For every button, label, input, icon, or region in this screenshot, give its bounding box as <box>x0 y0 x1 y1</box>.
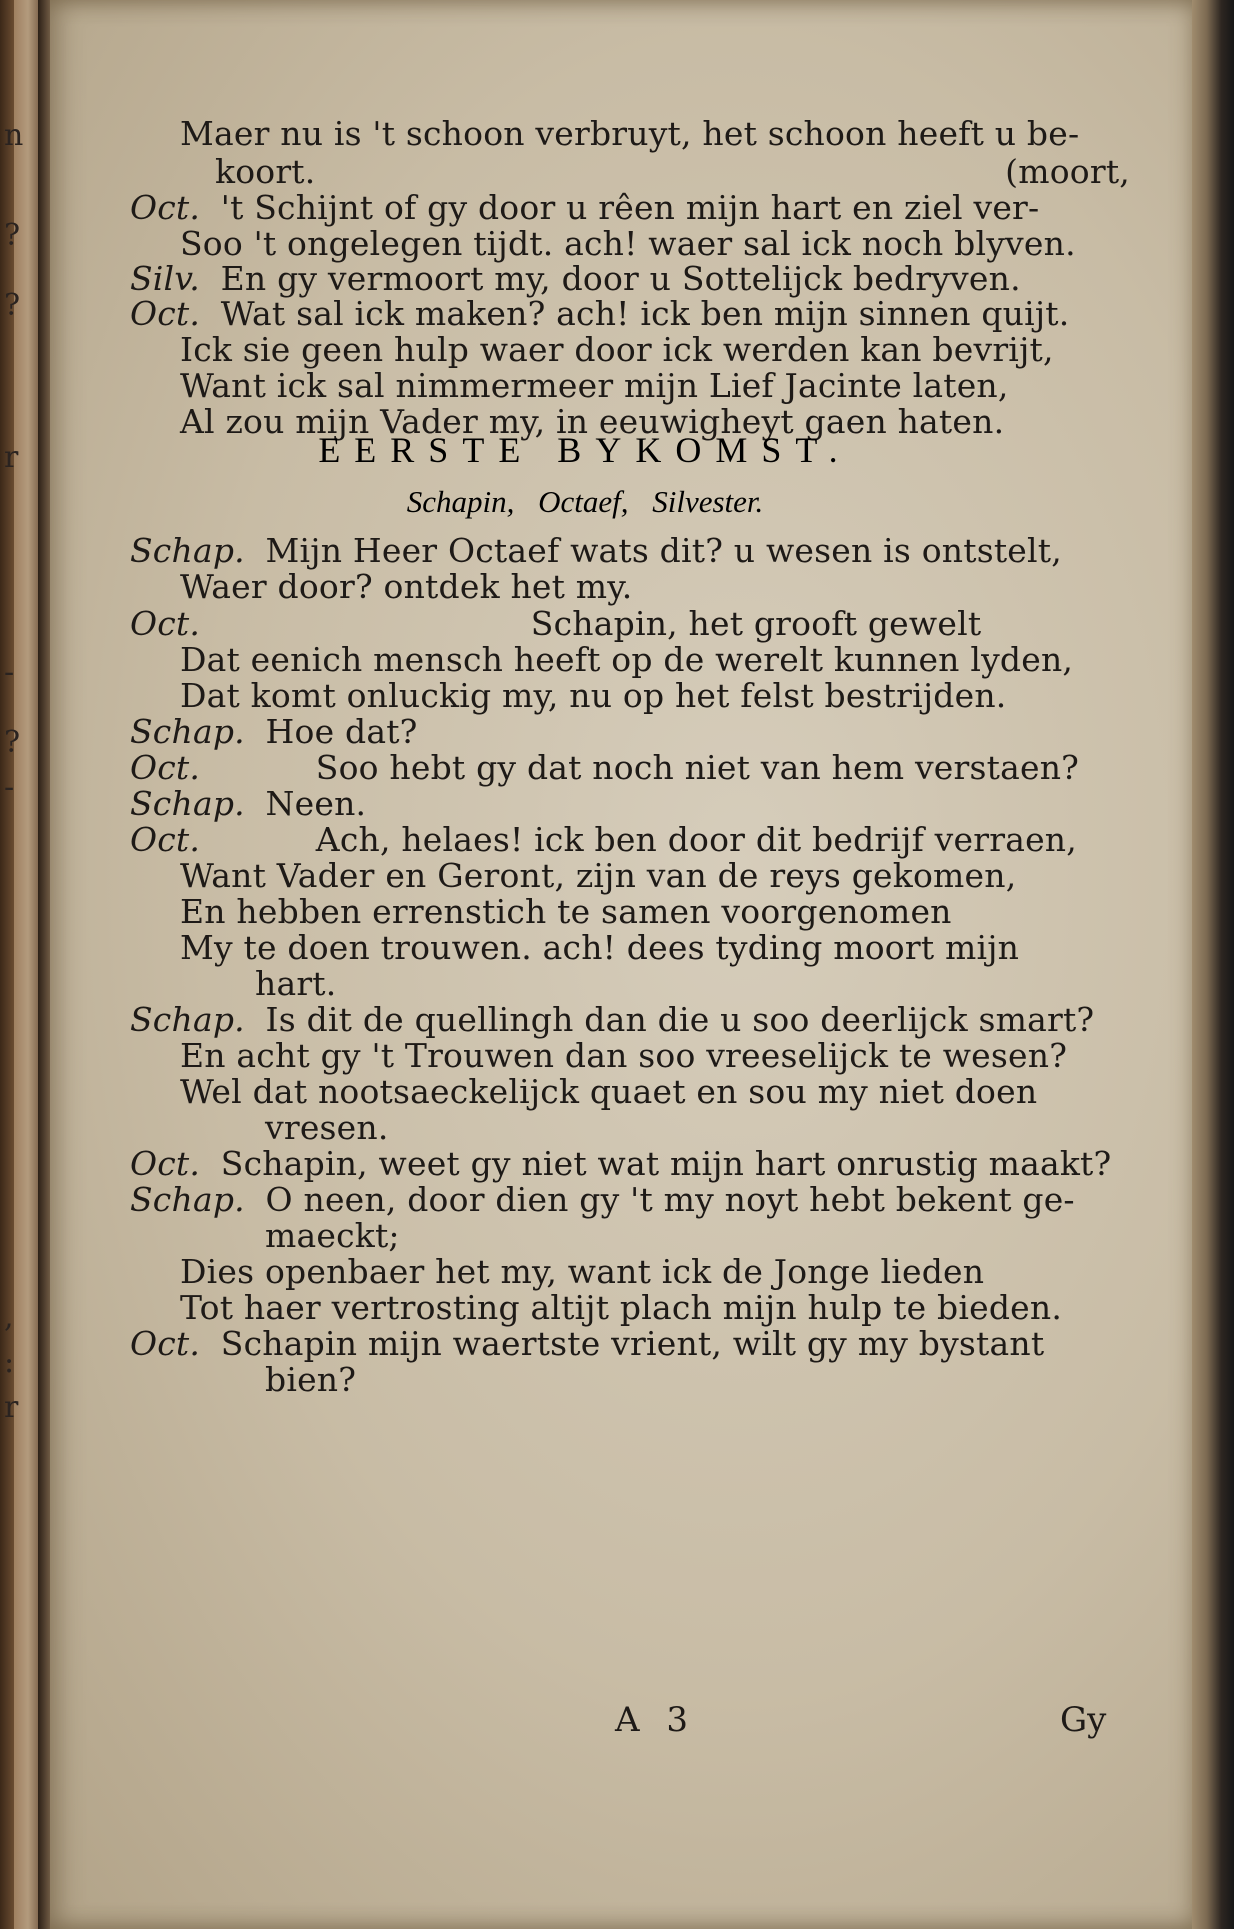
line-text: Mijn Heer Octaef wats dit? u wesen is ontstelt, <box>265 531 1062 570</box>
line-text: Soo hebt gy dat noch niet van hem verstaen? <box>315 748 1080 787</box>
speaker-name: Silv. <box>130 259 200 298</box>
fragment: ? <box>4 725 21 760</box>
fragment: - <box>4 655 15 690</box>
speaker-name: Oct. <box>130 294 201 333</box>
line-text: Ach, helaes! ick ben door dit bedrijf verraen, <box>315 820 1077 859</box>
line-text: Dat eenich mensch heeft op de werelt kunnen lyden, <box>180 640 1074 679</box>
fragment: n <box>4 118 24 153</box>
line-text: Dies openbaer het my, want ick de Jonge lieden <box>180 1252 985 1291</box>
line-text: En hebben errenstich te samen voorgenomen <box>180 892 952 931</box>
line-text: hart. <box>255 964 337 1003</box>
line-text: Soo 't ongelegen tijdt. ach! waer sal ick noch blyven. <box>180 224 1076 263</box>
line-text: Is dit de quellingh dan die u soo deerlijck smart? <box>265 1000 1095 1039</box>
speaker-name: Schap. <box>130 1000 245 1039</box>
line-text: bien? <box>265 1360 357 1399</box>
speaker-name: Schap. <box>130 712 245 751</box>
line-text: Want Vader en Geront, zijn van de reys gekomen, <box>180 856 1017 895</box>
line-text: maeckt; <box>265 1216 400 1255</box>
line-text: Wat sal ick maken? ach! ick ben mijn sinnen quijt. <box>220 294 1070 333</box>
cast-list: Schapin, Octaef, Silvester. <box>406 484 764 519</box>
line-text: O neen, door dien gy 't my noyt hebt bekent ge- <box>265 1180 1075 1219</box>
line-text: Schapin, het grooft gewelt <box>530 604 982 643</box>
book-page <box>50 0 1200 1929</box>
speaker-name: Oct. <box>130 604 201 643</box>
fragment: : <box>4 1345 15 1380</box>
line-text: Ick sie geen hulp waer door ick werden kan bevrijt, <box>180 330 1054 369</box>
fragment: r <box>4 440 19 475</box>
line-text: koort. <box>215 152 316 191</box>
line-text: Maer nu is 't schoon verbruyt, het schoon heeft u be- <box>180 114 1080 153</box>
catchword: Gy <box>1060 1700 1107 1740</box>
fragment: r <box>4 1390 19 1425</box>
line-text: Wel dat nootsaeckelijck quaet en sou my niet doen <box>180 1072 1038 1111</box>
line-text: Hoe dat? <box>265 712 418 751</box>
fragment: ? <box>4 288 21 323</box>
speaker-name: Oct. <box>130 1324 201 1363</box>
fragment: , <box>4 1300 14 1335</box>
line-text: Dat komt onluckig my, nu op het felst bestrijden. <box>180 676 1007 715</box>
facing-page-fragments <box>4 0 38 1929</box>
line-text: En acht gy 't Trouwen dan soo vreeselijck te wesen? <box>180 1036 1068 1075</box>
line-text: vresen. <box>265 1108 389 1147</box>
line-text: My te doen trouwen. ach! dees tyding moort mijn <box>180 928 1020 967</box>
line-text: Al zou mijn Vader my, in eeuwigheyt gaen haten. <box>180 402 1005 441</box>
verse-line <box>265 1358 356 1402</box>
speaker-name: Oct. <box>130 188 201 227</box>
line-text: Schapin mijn waertste vrient, wilt gy my bystant <box>220 1324 1045 1363</box>
fragment: ? <box>4 218 21 253</box>
scene-heading: EERSTE BYKOMST. <box>318 430 852 470</box>
speaker-name: Oct. <box>130 748 201 787</box>
line-text: Want ick sal nimmermeer mijn Lief Jacinte laten, <box>180 366 1009 405</box>
line-text: Waer door? ontdek het my. <box>180 567 633 606</box>
line-text: Schapin, weet gy niet wat mijn hart onrustig maakt? <box>220 1144 1112 1183</box>
line-text: Neen. <box>265 784 367 823</box>
signature-mark: A 3 <box>615 1700 696 1740</box>
speaker-name: Schap. <box>130 531 245 570</box>
speaker-name: Schap. <box>130 784 245 823</box>
speaker-name: Oct. <box>130 1144 201 1183</box>
fragment: - <box>4 770 15 805</box>
line-text: En gy vermoort my, door u Sottelijck bedryven. <box>220 259 1021 298</box>
speaker-name: Schap. <box>130 1180 245 1219</box>
speaker-name: Oct. <box>130 820 201 859</box>
line-text: Tot haer vertrosting altijt plach mijn hulp te bieden. <box>180 1288 1063 1327</box>
line-text: 't Schijnt of gy door u rêen mijn hart en ziel ver- <box>220 188 1040 227</box>
line-tail: (moort, <box>1005 152 1130 191</box>
page-right-edge <box>1192 0 1234 1929</box>
